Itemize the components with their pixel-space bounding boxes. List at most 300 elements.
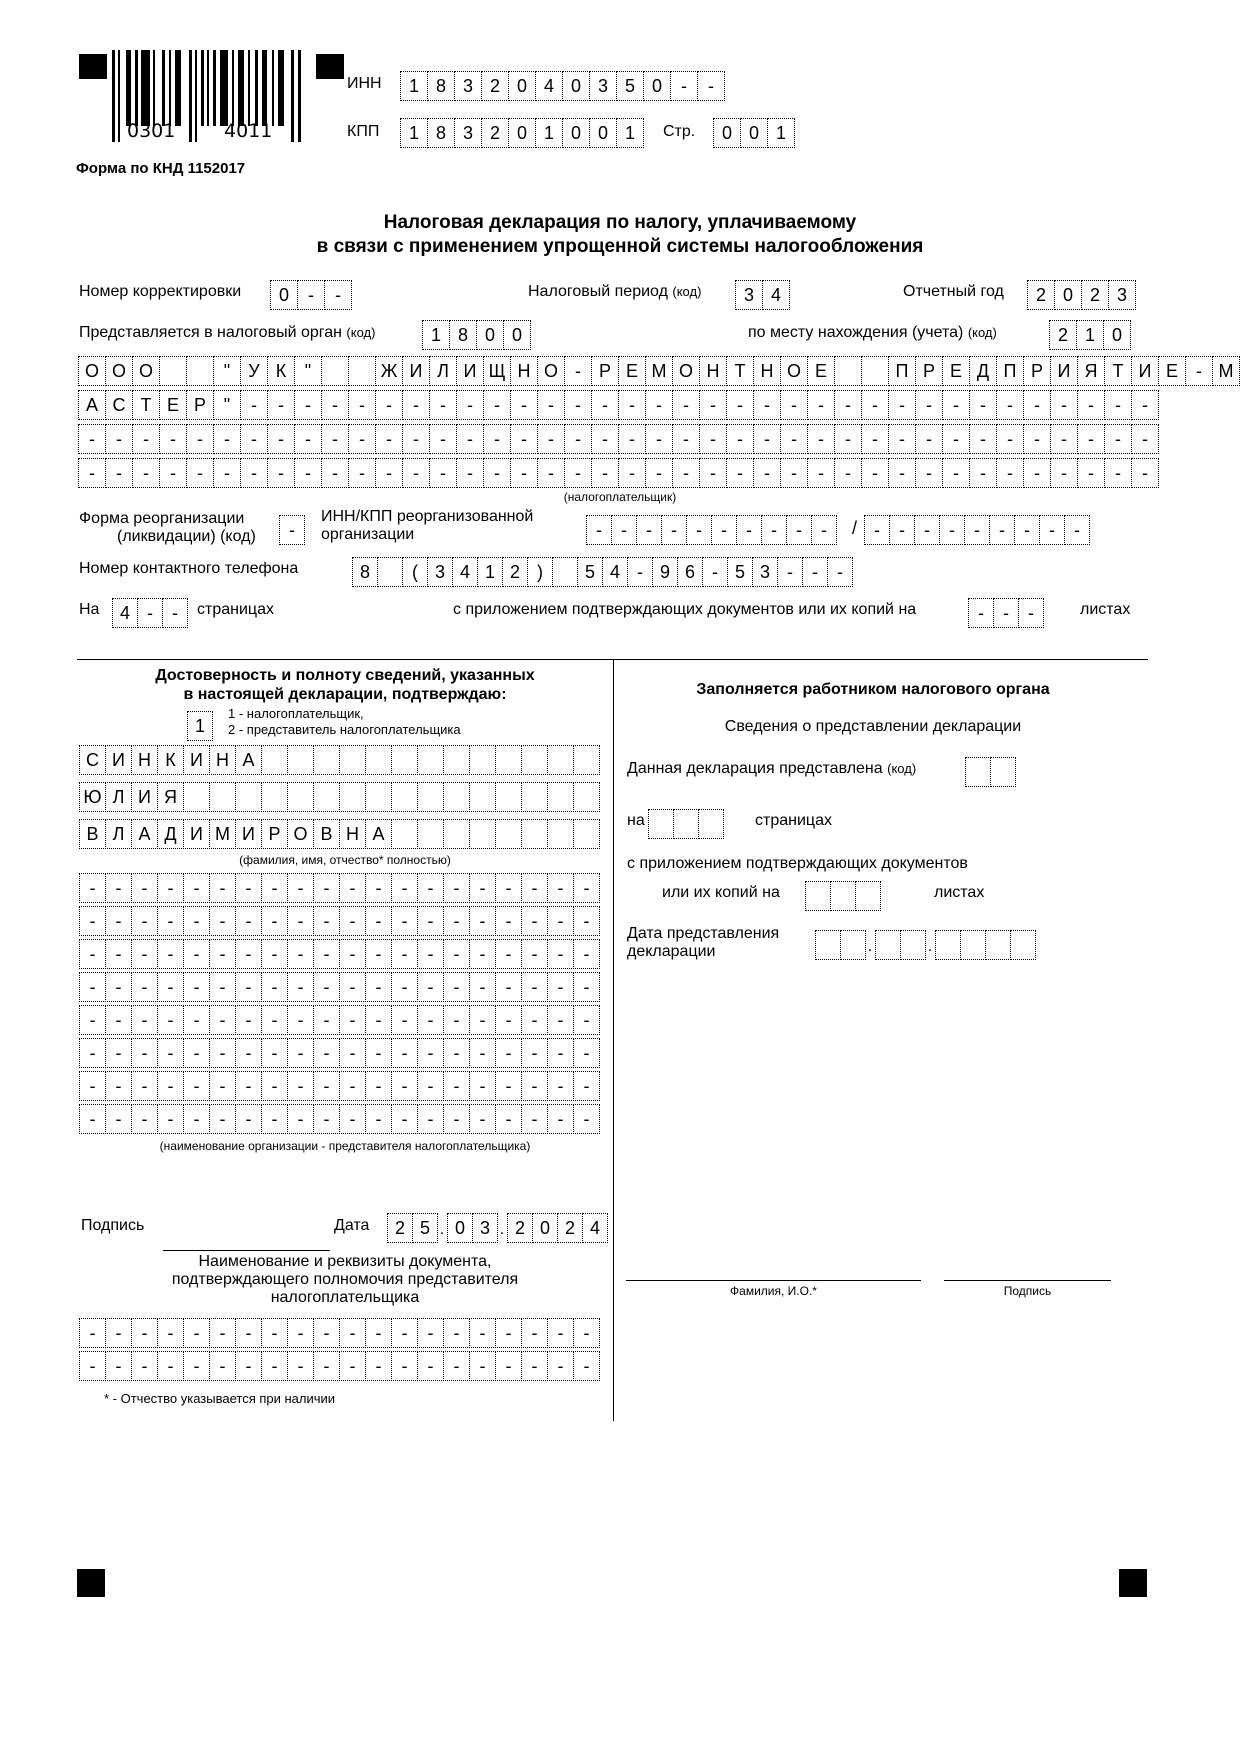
char-cell (417, 782, 444, 812)
char-cell: - (1185, 356, 1213, 386)
char-cell: - (402, 458, 430, 488)
char-cell: - (324, 280, 352, 310)
char-cell (1010, 930, 1036, 960)
char-cell: - (1050, 424, 1078, 454)
char-cell: - (417, 1318, 444, 1348)
char-cell: - (157, 873, 184, 903)
char-cell: - (78, 424, 106, 454)
office-signature-line[interactable] (944, 1280, 1111, 1281)
char-cell: Т (1104, 356, 1132, 386)
char-cell: - (618, 424, 646, 454)
char-cell: Е (618, 356, 646, 386)
char-cell: - (261, 1318, 288, 1348)
char-cell (417, 819, 444, 849)
char-cell: - (547, 873, 574, 903)
char-cell (417, 745, 444, 775)
char-cell: О (287, 819, 314, 849)
char-cell: П (888, 356, 916, 386)
char-cell: - (131, 1038, 158, 1068)
char-cell: - (564, 458, 592, 488)
char-cell: - (521, 1351, 548, 1381)
location-label-text: по месту нахождения (учета) (748, 324, 964, 341)
char-cell: - (537, 390, 565, 420)
char-cell: С (105, 390, 133, 420)
char-cell (391, 819, 418, 849)
char-cell (391, 782, 418, 812)
char-cell (313, 782, 340, 812)
location-label (748, 324, 997, 342)
char-cell: 2 (557, 1213, 583, 1243)
char-cell: - (105, 458, 133, 488)
char-cell: - (996, 390, 1024, 420)
char-cell: - (969, 390, 997, 420)
char-cell: Н (339, 819, 366, 849)
char-cell: - (209, 1318, 236, 1348)
char-cell: 5 (412, 1213, 438, 1243)
char-cell: - (672, 424, 700, 454)
char-cell (261, 745, 288, 775)
char-cell: - (573, 873, 600, 903)
char-cell: - (235, 939, 262, 969)
char-cell: - (157, 906, 184, 936)
authority-doc-heading-line1: Наименование и реквизиты документа, (198, 1253, 492, 1270)
char-cell (855, 881, 881, 911)
char-cell: 2 (481, 118, 509, 148)
char-cell: - (313, 906, 340, 936)
char-cell: - (807, 458, 835, 488)
date-separator: . (867, 938, 873, 955)
char-cell: 1 (1076, 320, 1104, 350)
office-pages-suffix: страницах (755, 812, 832, 829)
char-cell (698, 809, 724, 839)
office-date-label-line2: декларации (627, 943, 716, 961)
char-cell: 4 (535, 71, 563, 101)
inn-field[interactable] (400, 71, 724, 101)
char-cell: В (313, 819, 340, 849)
grid-row[interactable] (79, 1351, 599, 1381)
char-cell: - (375, 424, 403, 454)
char-cell: 0 (562, 118, 590, 148)
char-cell: - (79, 939, 106, 969)
char-cell: - (235, 1005, 262, 1035)
name-caption: (фамилия, имя, отчество* полностью) (239, 853, 451, 867)
office-date-field[interactable] (815, 930, 1035, 960)
char-cell: А (78, 390, 106, 420)
char-cell: - (811, 515, 837, 545)
char-cell: - (915, 390, 943, 420)
char-cell: - (261, 906, 288, 936)
reorg-kpp-field[interactable] (864, 515, 1089, 545)
grid-row[interactable] (79, 972, 599, 1002)
char-cell: - (391, 1351, 418, 1381)
report-year-field[interactable] (1027, 280, 1135, 310)
char-cell: - (495, 873, 522, 903)
char-cell: - (391, 1318, 418, 1348)
char-cell: 4 (112, 598, 138, 628)
char-cell: - (1023, 424, 1051, 454)
tax-period-label-text: Налоговый период (528, 283, 668, 300)
char-cell: 0 (508, 71, 536, 101)
signature-line[interactable] (163, 1250, 330, 1251)
char-cell (552, 557, 578, 587)
char-cell: - (321, 458, 349, 488)
char-cell: " (213, 356, 241, 386)
office-pages-prefix: на (627, 812, 645, 829)
char-cell: - (573, 939, 600, 969)
attachments-count-field[interactable] (968, 598, 1043, 628)
char-cell: - (834, 424, 862, 454)
char-cell (547, 819, 574, 849)
char-cell: - (495, 1005, 522, 1035)
grid-row[interactable] (79, 782, 599, 812)
barcode-digits-left: 0301 (127, 120, 176, 142)
char-cell: - (888, 424, 916, 454)
grid-row[interactable] (78, 424, 1158, 454)
char-cell: - (495, 1318, 522, 1348)
char-cell: - (131, 1005, 158, 1035)
char-cell: - (1077, 390, 1105, 420)
char-cell: - (131, 972, 158, 1002)
char-cell: - (1023, 458, 1051, 488)
char-cell: - (365, 1038, 392, 1068)
char-cell: - (1131, 458, 1159, 488)
kpp-field[interactable] (400, 118, 643, 148)
char-cell: - (417, 939, 444, 969)
char-cell: - (456, 458, 484, 488)
char-cell: - (240, 458, 268, 488)
char-cell: - (235, 1318, 262, 1348)
char-cell: - (889, 515, 915, 545)
reorg-form-label-line1: Форма реорганизации (79, 510, 245, 527)
tax-period-label (528, 283, 701, 301)
column-divider (613, 659, 614, 1421)
char-cell: Я (157, 782, 184, 812)
char-cell: - (699, 458, 727, 488)
char-cell: 0 (270, 280, 298, 310)
phone-field[interactable] (352, 557, 852, 587)
phone-label: Номер контактного телефона (79, 560, 299, 577)
char-cell: - (521, 873, 548, 903)
char-cell: - (469, 1005, 496, 1035)
office-attach-field[interactable] (805, 881, 880, 911)
char-cell: - (429, 424, 457, 454)
char-cell: - (157, 1038, 184, 1068)
char-cell: - (780, 458, 808, 488)
char-cell: 4 (452, 557, 478, 587)
char-cell: - (495, 1104, 522, 1134)
char-cell: - (780, 424, 808, 454)
char-cell (830, 881, 856, 911)
char-cell: - (261, 972, 288, 1002)
char-cell: - (131, 906, 158, 936)
char-cell: - (105, 1318, 132, 1348)
char-cell: Н (753, 356, 781, 386)
char-cell: - (1064, 515, 1090, 545)
char-cell: 1 (616, 118, 644, 148)
char-cell (495, 745, 522, 775)
report-year-label: Отчетный год (903, 283, 1004, 300)
char-cell: - (131, 873, 158, 903)
char-cell: 3 (752, 557, 778, 587)
char-cell: - (313, 972, 340, 1002)
char-cell: - (483, 458, 511, 488)
char-cell: - (736, 515, 762, 545)
char-cell: - (827, 557, 853, 587)
pages-count-field[interactable] (112, 598, 187, 628)
submission-info-heading: Сведения о представлении декларации (724, 718, 1022, 735)
char-cell: - (753, 390, 781, 420)
char-cell: 0 (532, 1213, 558, 1243)
char-cell: - (510, 424, 538, 454)
char-cell: Я (1077, 356, 1105, 386)
char-cell: - (469, 972, 496, 1002)
char-cell: - (183, 906, 210, 936)
char-cell: - (105, 1005, 132, 1035)
char-cell: - (711, 515, 737, 545)
char-cell (469, 745, 496, 775)
tax-period-field[interactable] (735, 280, 789, 310)
char-cell: - (339, 1005, 366, 1035)
char-cell: - (1077, 458, 1105, 488)
char-cell: - (786, 515, 812, 545)
char-cell: 5 (577, 557, 603, 587)
grid-row[interactable] (79, 819, 599, 849)
char-cell: - (443, 1038, 470, 1068)
char-cell: - (989, 515, 1015, 545)
char-cell: - (969, 458, 997, 488)
grid-row[interactable] (79, 939, 599, 969)
char-cell: Л (429, 356, 457, 386)
char-cell: 1 (400, 71, 428, 101)
submitted-label-text: Данная декларация представлена (627, 760, 883, 777)
char-cell: - (287, 972, 314, 1002)
char-cell: - (1039, 515, 1065, 545)
char-cell: П (996, 356, 1024, 386)
char-cell: Т (726, 356, 754, 386)
char-cell: Е (1158, 356, 1186, 386)
char-cell: - (521, 1071, 548, 1101)
char-cell: - (365, 873, 392, 903)
char-cell: - (209, 873, 236, 903)
char-cell (573, 819, 600, 849)
char-cell: - (443, 1104, 470, 1134)
grid-row[interactable] (79, 906, 599, 936)
reorg-inn-label (321, 508, 533, 545)
char-cell: - (365, 1005, 392, 1035)
page-label: Стр. (663, 123, 696, 140)
char-cell: Р (591, 356, 619, 386)
signature-date-field[interactable] (387, 1213, 607, 1243)
char-cell: - (261, 1071, 288, 1101)
char-cell: - (261, 1038, 288, 1068)
char-cell: О (132, 356, 160, 386)
char-cell: - (915, 458, 943, 488)
char-cell: О (105, 356, 133, 386)
char-cell: - (834, 390, 862, 420)
char-cell: - (313, 1104, 340, 1134)
office-attach-line2: или их копий на (662, 884, 780, 901)
char-cell: - (469, 1351, 496, 1381)
char-cell: - (645, 390, 673, 420)
char-cell: - (996, 424, 1024, 454)
char-cell (815, 930, 841, 960)
grid-row[interactable] (79, 1038, 599, 1068)
char-cell: 3 (1108, 280, 1136, 310)
char-cell: 0 (476, 320, 504, 350)
submitted-code-field[interactable] (965, 757, 1015, 787)
char-cell: - (391, 873, 418, 903)
char-cell: - (726, 458, 754, 488)
char-cell: - (996, 458, 1024, 488)
char-cell: - (186, 458, 214, 488)
char-cell: - (661, 515, 687, 545)
patronymic-footnote: * - Отчество указывается при наличии (104, 1391, 336, 1406)
char-cell (159, 356, 187, 386)
char-cell: - (573, 1038, 600, 1068)
reorg-inn-field[interactable] (586, 515, 836, 545)
submitted-label (627, 760, 916, 778)
grid-row[interactable] (79, 1318, 599, 1348)
char-cell: - (287, 1318, 314, 1348)
char-cell: - (483, 424, 511, 454)
char-cell: 2 (1049, 320, 1077, 350)
char-cell: - (888, 390, 916, 420)
char-cell: - (105, 906, 132, 936)
char-cell: И (183, 819, 210, 849)
char-cell: - (969, 424, 997, 454)
page-number-field[interactable] (713, 118, 794, 148)
char-cell: И (131, 782, 158, 812)
char-cell: - (670, 71, 698, 101)
char-cell (861, 356, 889, 386)
char-cell: - (456, 390, 484, 420)
char-cell (261, 782, 288, 812)
title-line-2: в связи с применением упрощенной системы налогообложения (316, 236, 924, 257)
char-cell (183, 782, 210, 812)
char-cell: Л (105, 819, 132, 849)
char-cell: 0 (503, 320, 531, 350)
authority-doc-heading-line2: подтверждающего полномочия представителя (171, 1271, 519, 1288)
char-cell: - (391, 906, 418, 936)
grid-row[interactable] (79, 1104, 599, 1134)
char-cell: О (672, 356, 700, 386)
signer-type-field[interactable] (187, 711, 212, 741)
kpp-label: КПП (347, 123, 380, 140)
char-cell: - (183, 1318, 210, 1348)
char-cell: - (105, 972, 132, 1002)
char-cell (935, 930, 961, 960)
pages-prefix: На (79, 601, 100, 618)
grid-row[interactable] (78, 390, 1158, 420)
grid-row[interactable] (79, 1071, 599, 1101)
char-cell: - (417, 1351, 444, 1381)
char-cell: - (469, 1318, 496, 1348)
char-cell: 0 (713, 118, 741, 148)
char-cell: Д (969, 356, 997, 386)
char-cell: 5 (727, 557, 753, 587)
char-cell: - (521, 1005, 548, 1035)
barcode (79, 50, 344, 146)
page-title (0, 211, 1240, 259)
char-cell (834, 356, 862, 386)
grid-row[interactable] (79, 873, 599, 903)
char-cell: Ю (79, 782, 106, 812)
char-cell: - (591, 390, 619, 420)
char-cell: - (547, 1318, 574, 1348)
char-cell (321, 356, 349, 386)
reorg-form-label-line2: (ликвидации) (код) (117, 528, 256, 546)
char-cell: - (213, 424, 241, 454)
char-cell: - (537, 424, 565, 454)
char-cell (547, 782, 574, 812)
char-cell: Н (209, 745, 236, 775)
grid-row[interactable] (79, 1005, 599, 1035)
char-cell: - (261, 939, 288, 969)
tax-organ-field[interactable] (422, 320, 530, 350)
grid-row[interactable] (78, 356, 1239, 386)
date-label: Дата (334, 1217, 370, 1234)
char-cell: - (521, 906, 548, 936)
char-cell: - (365, 939, 392, 969)
grid-row[interactable] (78, 458, 1158, 488)
char-cell: - (365, 1104, 392, 1134)
char-cell: - (240, 424, 268, 454)
grid-row[interactable] (79, 745, 599, 775)
char-cell: И (402, 356, 430, 386)
char-cell: Н (699, 356, 727, 386)
char-cell: - (159, 458, 187, 488)
char-cell: - (443, 939, 470, 969)
char-cell: - (132, 458, 160, 488)
correction-number-field[interactable] (270, 280, 351, 310)
char-cell: - (261, 873, 288, 903)
char-cell: - (672, 458, 700, 488)
char-cell: - (313, 1351, 340, 1381)
char-cell: " (213, 390, 241, 420)
char-cell (235, 782, 262, 812)
char-cell: - (339, 1071, 366, 1101)
char-cell: - (1050, 458, 1078, 488)
char-cell: - (547, 939, 574, 969)
reorg-form-field[interactable] (279, 515, 304, 545)
office-pages-field[interactable] (648, 809, 723, 839)
char-cell: - (573, 906, 600, 936)
char-cell: - (627, 557, 653, 587)
location-code-field[interactable] (1049, 320, 1130, 350)
fio-line[interactable] (626, 1280, 921, 1281)
char-cell (391, 745, 418, 775)
attachments-label: с приложением подтверждающих документов или их копий на (453, 601, 917, 618)
char-cell: - (297, 280, 325, 310)
char-cell: 2 (1081, 280, 1109, 310)
char-cell: - (79, 906, 106, 936)
char-cell: - (131, 1351, 158, 1381)
char-cell (339, 745, 366, 775)
char-cell: - (365, 1318, 392, 1348)
char-cell: - (391, 1071, 418, 1101)
char-cell: - (1131, 390, 1159, 420)
char-cell: - (267, 424, 295, 454)
char-cell: - (157, 972, 184, 1002)
char-cell: - (469, 1104, 496, 1134)
char-cell: И (1131, 356, 1159, 386)
char-cell (365, 745, 392, 775)
submitted-code-hint: (код) (887, 761, 917, 776)
char-cell: - (645, 424, 673, 454)
char-cell: А (365, 819, 392, 849)
char-cell: - (209, 939, 236, 969)
char-cell (469, 782, 496, 812)
